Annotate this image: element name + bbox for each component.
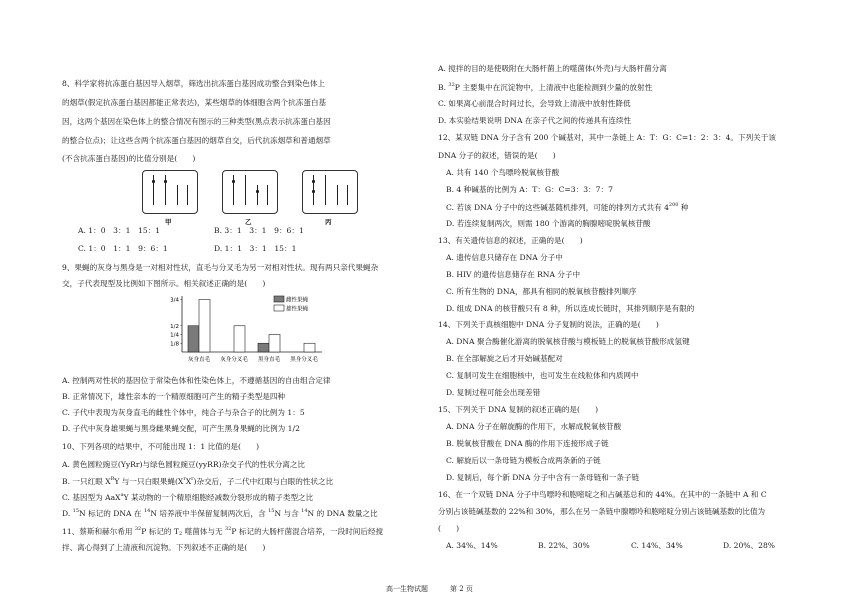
figure-cell-jia [142, 170, 198, 214]
q13-option-a: A. 遗传信息只储存在 DNA 分子中 [446, 253, 563, 262]
bar [258, 343, 269, 352]
q9-line-1: 9、果蝇的灰身与黑身是一对相对性状，直毛与分叉毛为另一对相对性状。现有两只亲代果蝇杂 [62, 263, 379, 272]
footer-subject: 高一生物试题 [386, 585, 428, 593]
bar [269, 335, 280, 353]
text-part: X [185, 477, 192, 486]
q15-option-b: B. 脱氧核苷酸在 DNA 酶的作用下连接形成子链 [446, 439, 609, 448]
q12-option-d: D. 若连续复制两次，则需 180 个游离的胸腺嘧啶脱氧核苷酸 [446, 219, 651, 228]
text-part: 11、蔡斯和赫尔希用 [62, 527, 135, 536]
text-part: 种 [678, 203, 689, 212]
q16-option-a: A. 34%、14% [446, 541, 498, 550]
chromosome [337, 185, 338, 205]
text-part: B. 一只红眼 X [62, 477, 111, 486]
q13-stem: 13、有关遗传信息的叙述，正确的是( ) [438, 236, 583, 245]
superscript: a [120, 492, 124, 498]
q8-line-2: 的烟草(假定抗冻蛋白基因都能正常表达)，某些烟草的体细胞含两个抗冻蛋白基 [62, 98, 327, 107]
text-part: P 标记的大肠杆菌混合培养，一段时间后经搅 [231, 527, 384, 536]
bar [199, 300, 210, 353]
q15-option-d: D. 复制后，每个新 DNA 分子中含有一条母链和一条子链 [446, 473, 640, 482]
q8-line-4: 的整合位点)；让这些含两个抗冻蛋白基因的烟草自交，后代抗冻烟草和普通烟草 [62, 136, 331, 145]
q11-option-b [438, 83, 652, 92]
q9-option-c: C. 子代中表现为灰身直毛的雌性个体中，纯合子与杂合子的比例为 1：5 [62, 408, 305, 417]
q12-line-2: DNA 分子的叙述，错误的是( ) [438, 151, 556, 160]
q11-option-c: C. 如果离心前混合时间过长，会导致上清液中放射性降低 [438, 99, 631, 108]
y-tick-label: 1/8 [170, 341, 179, 348]
superscript: 32 [224, 526, 232, 532]
superscript: 32 [448, 82, 455, 88]
q13-option-b: B. HIV 的遗传信息储存在 RNA 分子中 [446, 270, 581, 279]
q9-option-d: D. 子代中灰身雄果蝇与黑身雌果蝇交配，可产生黑身果蝇的比例为 1/2 [62, 424, 300, 433]
q14-option-d: D. 复制过程可能会出现差错 [446, 388, 541, 397]
text-part: N 的 DNA 数量之比 [307, 509, 378, 518]
gene-site-dot [164, 180, 167, 183]
gene-site-dot [152, 180, 155, 183]
q10-option-d [62, 509, 378, 518]
superscript: 15 [268, 508, 275, 514]
q14-option-b: B. 在全部解旋之后才开始碱基配对 [446, 354, 563, 363]
y-tick-label: 1/4 [170, 332, 179, 339]
legend-label-female: 雌性果蝇 [286, 297, 309, 304]
q10-stem: 10、下列各项的结果中，不可能出现 1：1 比值的是( ) [62, 442, 260, 451]
bar [234, 326, 245, 352]
q8-option-c: C. 1：0 1：1 9：6：1 [78, 244, 168, 253]
legend-swatch-female [274, 296, 284, 302]
text-part: P 标记的 T [141, 527, 179, 536]
figure-cell-bing [302, 170, 358, 214]
chromosome [325, 175, 326, 205]
superscript: r [183, 476, 186, 482]
figure-label-yi: 乙 [245, 218, 252, 226]
q15-option-c: C. 解旋后以一条母链为模板合成两条新的子链 [446, 456, 601, 465]
superscript: 200 [668, 202, 679, 208]
y-tick-label: 3/4 [170, 297, 179, 304]
figure-label-bing: 丙 [325, 218, 332, 226]
q16-option-c: C. 14%、34% [631, 541, 683, 550]
q12-option-b: B. 4 种碱基的比例为 A：T：G：C=3：3：7：7 [446, 185, 613, 194]
superscript: 32 [134, 526, 142, 532]
q14-option-a: A. DNA 聚合酶催化游离的脱氧核苷酸与模板链上的脱氧核苷酸形成氢键 [446, 337, 690, 346]
q10-option-a: A. 黄色圆粒豌豆(YyRr)与绿色圆粒豌豆(yyRR)杂交子代的性状分离之比 [62, 460, 306, 469]
q15-option-a: A. DNA 分子在解旋酶的作用下，水解成脱氧核苷酸 [446, 422, 622, 431]
figure-label-jia: 甲 [165, 218, 172, 226]
subscript: 2 [179, 531, 183, 537]
q10-option-b [62, 477, 333, 486]
q10-option-c [62, 493, 313, 502]
q12-option-a: A. 共有 140 个鸟嘌呤脱氧核苷酸 [446, 168, 560, 177]
gene-site-dot [312, 190, 315, 193]
q14-option-c: C. 复制可发生在细胞核中，也可发生在线粒体和内质网中 [446, 371, 639, 380]
q16-line-2: 分别占该链碱基数的 22%和 30%，那么在另一条链中腺嘌呤和胞嘧啶分别占该链碱基数的比值为 [438, 507, 766, 516]
q9-line-2: 交，子代表现型及比例如下图所示。相关叙述正确的是( ) [62, 279, 266, 288]
q9-option-a: A. 控制两对性状的基因位于常染色体和性染色体上，不遵循基因的自由组合定律 [62, 376, 331, 385]
chromosome [267, 185, 268, 205]
q15-stem: 15、下列关于 DNA 复制的叙述正确的是( ) [438, 405, 599, 414]
x-category-label: 灰身分叉毛 [220, 357, 248, 363]
chromosome [347, 185, 348, 205]
gene-site-dot [256, 190, 259, 193]
chromosome [177, 185, 178, 205]
text-part: Y 某动物的一个精原细胞经减数分裂形成的精子类型之比 [123, 493, 314, 502]
text-part: Y 与一只白眼果蝇(X [114, 477, 184, 486]
q11-option-d: D. 本实验结果说明 DNA 在亲子代之间的传递具有连续性 [438, 116, 632, 125]
q8-line-5: (不含抗冻蛋白基因)的比值分别是( ) [62, 154, 196, 163]
x-category-label: 灰身直毛 [187, 357, 211, 363]
q11-line-1 [62, 527, 383, 537]
text-part: N 与含 [274, 509, 302, 518]
text-part: N 培养液中半保留复制两次后，含 [150, 509, 269, 518]
q12-line-1: 12、某双链 DNA 分子含有 200 个碱基对，其中一条链上 A：T：G：C=1：2：3：4。下列关于该 [438, 133, 776, 142]
text-part: C. 基因型为 AaX [62, 493, 121, 502]
x-category-label: 黑身分叉毛 [290, 357, 318, 363]
x-category-label: 黑身直毛 [257, 357, 281, 363]
q11-line-2: 拌、离心得到了上清液和沉淀物。下列叙述不正确的是( ) [62, 543, 266, 552]
superscript: 14 [143, 508, 151, 514]
q13-option-c: C. 所有生物的 DNA，都具有相同的脱氧核苷酸排列顺序 [446, 287, 637, 296]
footer-page-number: 第 2 页 [450, 585, 473, 593]
q14-stem: 14、下列关于真核细胞中 DNA 分子复制的说法，正确的是( ) [438, 320, 659, 329]
q8-option-a: A. 1：0 3：1 15：1 [78, 226, 161, 235]
q9-option-b: B. 正常情况下，雄性亲本的一个精原细胞可产生的精子类型是四种 [62, 392, 286, 401]
text-part: 噬菌体与无 [182, 527, 225, 536]
chromosome [257, 185, 258, 205]
bar [188, 326, 199, 352]
q9-bar-chart [162, 290, 362, 368]
page-footer [386, 586, 495, 593]
q8-option-b: B. 3：1 3：1 9：6：1 [214, 226, 304, 235]
q13-option-d: D. 组成 DNA 的核苷酸只有 8 种，所以连成长链时，其排列顺序是有限的 [446, 304, 695, 313]
y-tick-labels [170, 298, 182, 348]
legend-label-male: 雄性果蝇 [286, 306, 309, 313]
y-tick-label: 1/2 [170, 323, 179, 330]
text-part: B. [438, 83, 449, 92]
q8-line-1: 8、科学家将抗冻蛋白基因导入烟草，筛选出抗冻蛋白基因成功整合到染色体上 [62, 79, 326, 88]
q16-option-d: D. 20%、28% [723, 541, 775, 550]
q8-option-d: D. 1：1 3：1 15：1 [214, 244, 297, 253]
q11-option-a: A. 搅拌的目的是使吸附在大肠杆菌上的噬菌体(外壳)与大肠杆菌分离 [438, 64, 667, 73]
text-part: N 标记的 DNA 在 [79, 509, 144, 518]
superscript: r [191, 476, 194, 482]
gene-site-dot [232, 180, 235, 183]
q16-option-b: B. 22%、30% [538, 541, 590, 550]
text-part: D. [62, 509, 73, 518]
q16-line-3: ( ) [438, 524, 460, 533]
text-part: )杂交后，子二代中红眼与白眼的性状之比 [193, 477, 334, 486]
bar [304, 343, 315, 352]
superscript: 14 [301, 508, 308, 514]
chromosome [245, 175, 246, 205]
chromosome [187, 185, 188, 205]
text-part: P 主要集中在沉淀物中，上清液中也能检测到少量的放射性 [454, 83, 653, 92]
gene-site-dot [312, 180, 315, 183]
q12-option-c [446, 203, 688, 212]
q8-line-3: 因，这两个基因在染色体上的整合情况有图示的三种类型(黑点表示抗冻蛋白基因 [62, 117, 331, 126]
x-category-labels [188, 355, 318, 363]
text-part: C. 若该 DNA 分子中的这些碱基随机排列，可能的排列方式共有 4 [446, 203, 669, 212]
superscript: 15 [72, 508, 80, 514]
legend [274, 296, 309, 313]
superscript: R [110, 476, 115, 482]
legend-swatch-male [274, 305, 284, 311]
q16-line-1: 16、在一个双链 DNA 分子中鸟嘌呤和胞嘧啶之和占碱基总和的 44%。在其中的一条链中 A 和 C [438, 490, 767, 499]
figure-cell-yi [222, 170, 278, 214]
